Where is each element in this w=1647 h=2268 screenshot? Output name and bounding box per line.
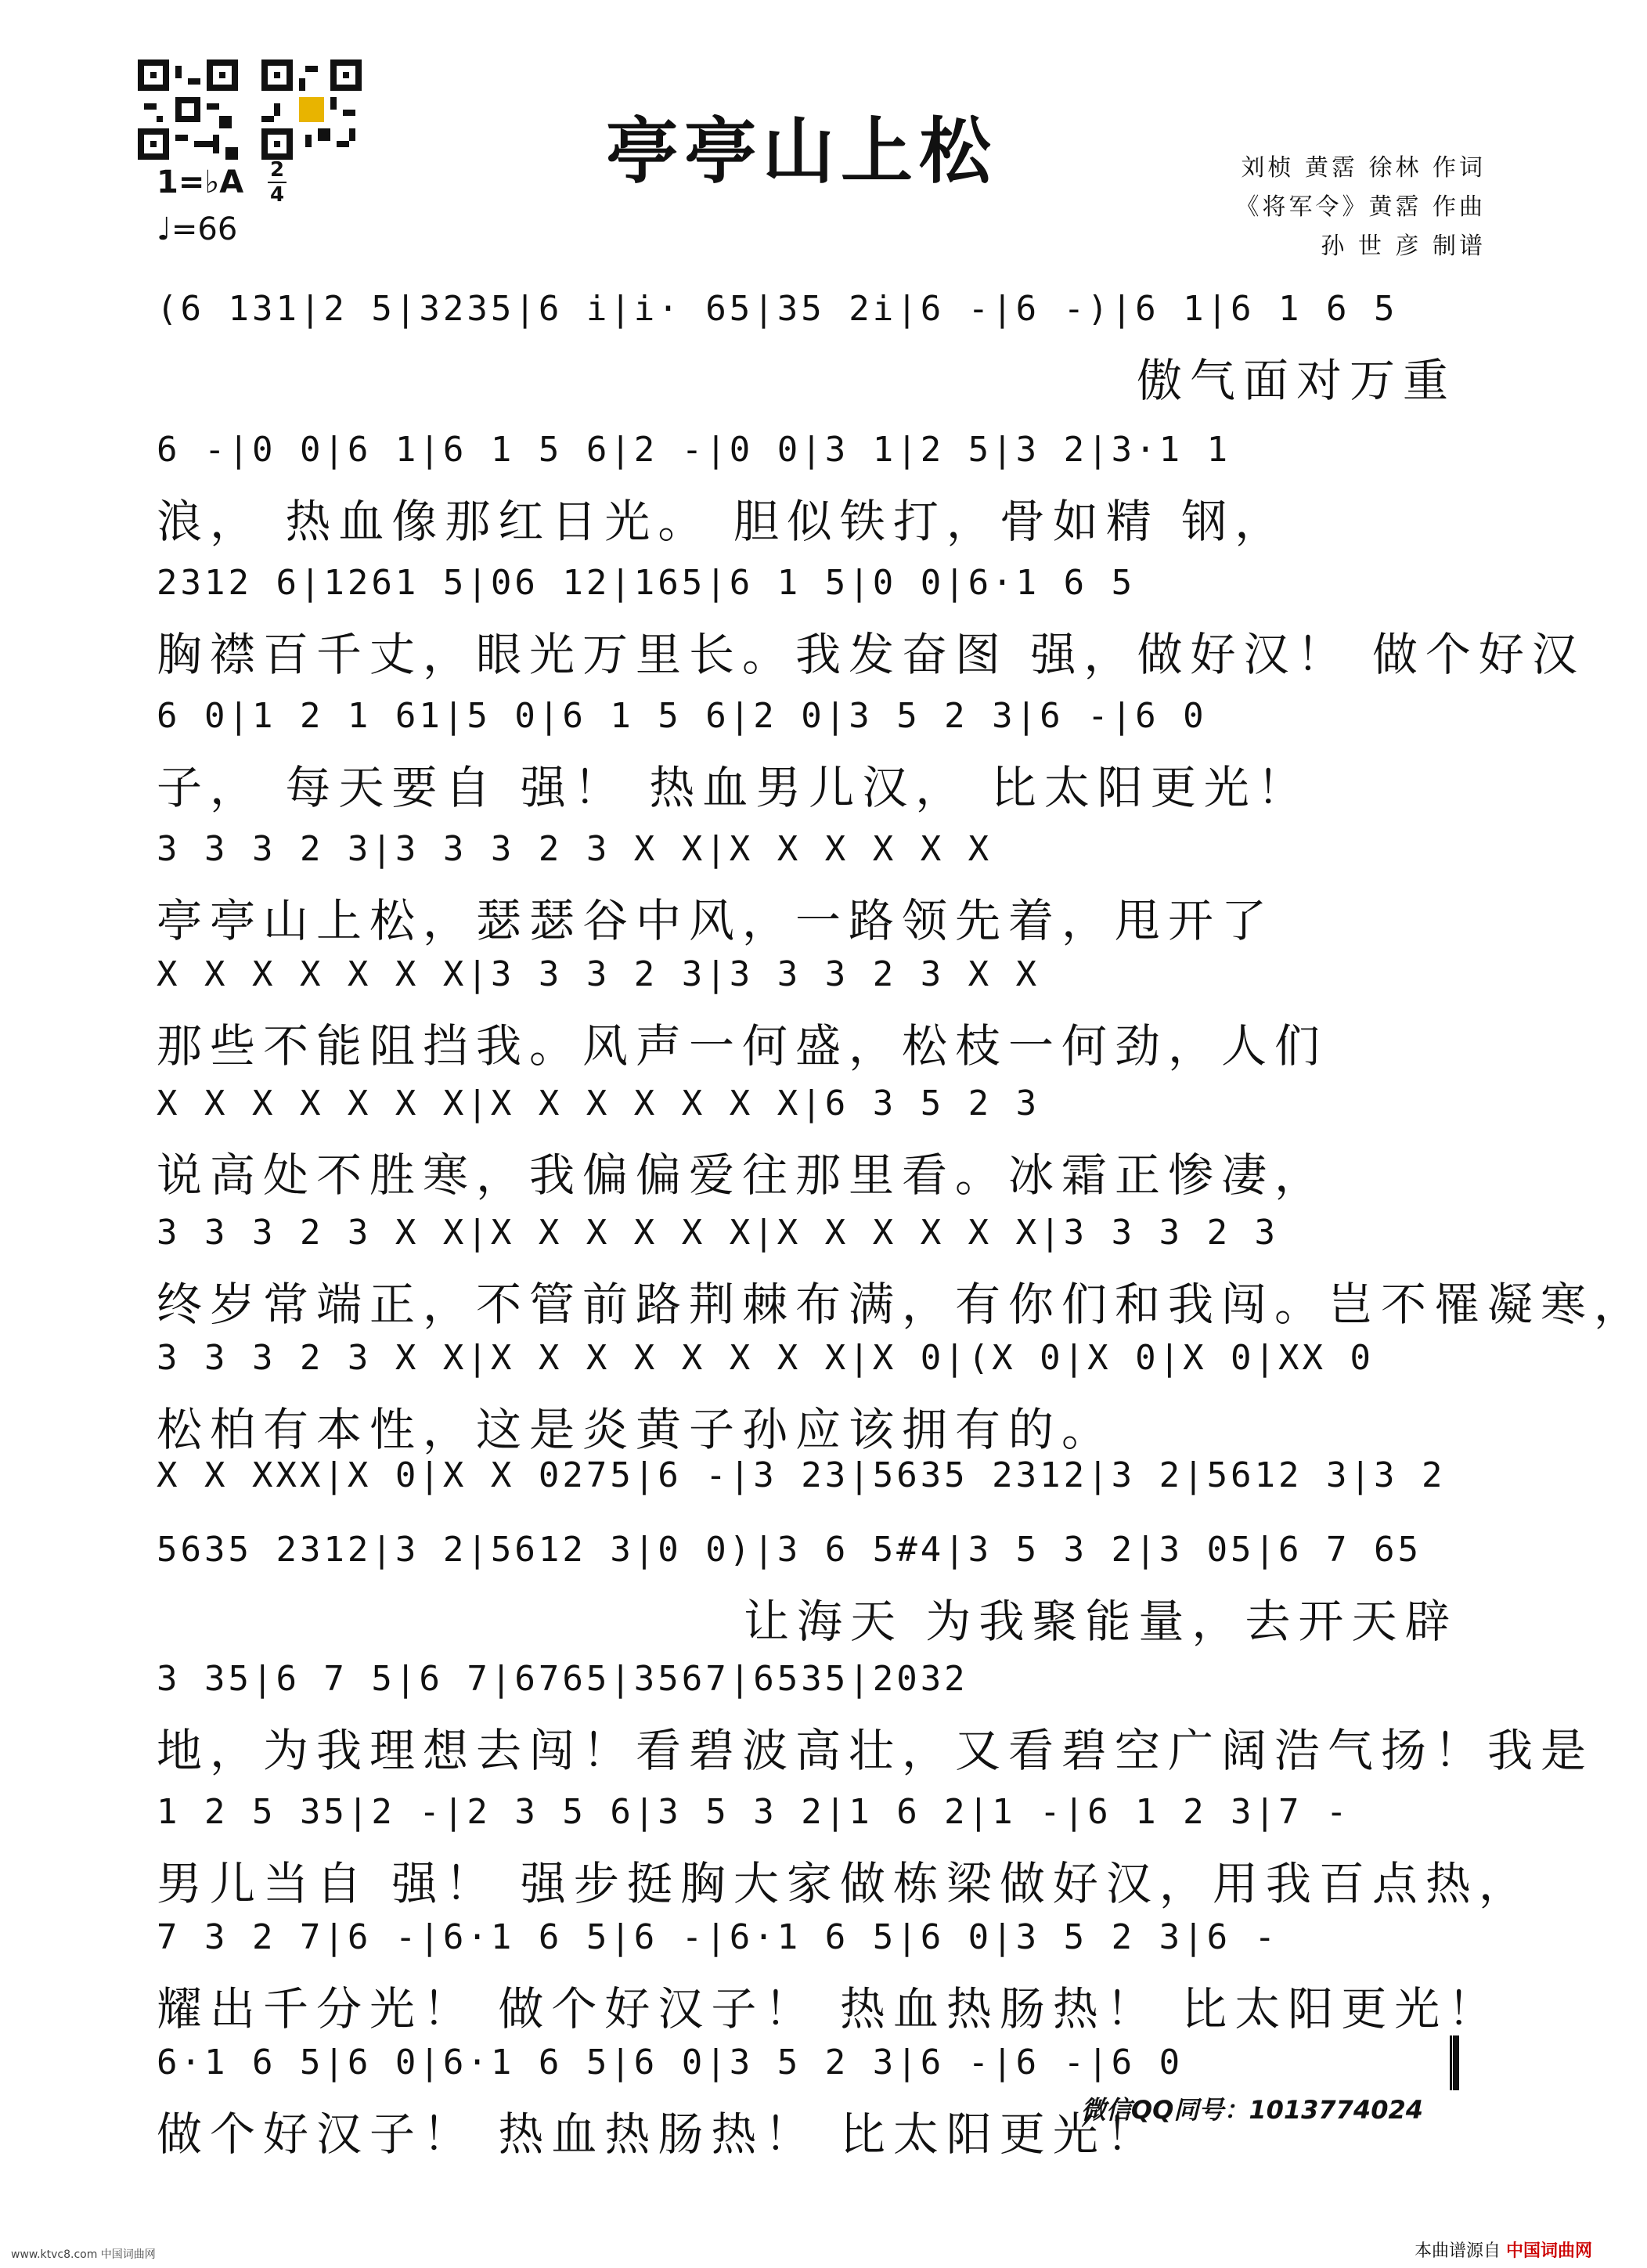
- credit-lyricists: 刘桢 黄霑 徐林 作词: [1241, 154, 1486, 182]
- lyric-line: 浪， 热血像那红日光。 胆似铁打，骨如精 钢，: [157, 495, 1288, 548]
- credit-composer: 《将军令》黄霑 作曲: [1235, 193, 1486, 221]
- song-title: 亭亭山上松: [605, 109, 997, 193]
- footer-source: [1415, 2237, 1592, 2262]
- lyric-line: 傲气面对万重: [1136, 354, 1456, 407]
- notation-line: (6 131|2 5|3235|6 i|i· 65|35 2i|6 -|6 -)|6 1|6 1 6 5: [157, 289, 1398, 329]
- notation-line: 5635 2312|3 2|5612 3|0 0)|3 6 5#4|3 5 3 2|3 05|6 7 65: [157, 1530, 1422, 1570]
- score-row: [157, 1777, 1532, 1915]
- notation-line: 3 35|6 7 5|6 7|6765|3567|6535|2032: [157, 1659, 968, 1699]
- score-row: [157, 939, 1456, 1077]
- notation-line: X X XXX|X 0|X X 0275|6 -|3 23|5635 2312|3 2|5612 3|3 2: [157, 1455, 1446, 1495]
- notation-line: 1 2 5 35|2 -|2 3 5 6|3 5 3 2|1 6 2|1 -|6 1 2 3|7 -: [157, 1792, 1350, 1832]
- tempo-marking: ♩=66: [157, 211, 238, 247]
- notation-line: X X X X X X X|X X X X X X X|6 3 5 2 3: [157, 1084, 1040, 1123]
- footer-site: www.ktvc8.com 中国词曲网: [11, 2248, 156, 2261]
- notation-line: 3 3 3 2 3 X X|X X X X X X|X X X X X X|3 3 3 2 3: [157, 1213, 1279, 1253]
- credit-transcriber: 孙 世 彦 制谱: [1321, 233, 1486, 260]
- notation-line: X X X X X X X|3 3 3 2 3|3 3 3 2 3 X X: [157, 954, 1040, 994]
- score-row: [157, 1902, 1501, 2040]
- lyric-line: 亭亭山上松，瑟瑟谷中风，一路领先着，甩开了: [157, 894, 1275, 947]
- notation-line: 7 3 2 7|6 -|6·1 6 5|6 -|6·1 6 5|6 0|3 5 2 3|6 -: [157, 1917, 1279, 1957]
- score-row: [157, 1198, 1647, 1336]
- score-row: [157, 415, 1456, 553]
- notation-line: 3 3 3 2 3 X X|X X X X X X X X|X 0|(X 0|X 0|X 0|XX 0: [157, 1338, 1375, 1378]
- lyric-line: 终岁常端正，不管前路荆棘布满，有你们和我闯。岂不罹凝寒，: [157, 1278, 1647, 1331]
- lyric-line: 地，为我理想去闯！看碧波高壮，又看碧空广阔浩气扬！我是: [157, 1724, 1595, 1777]
- notation-line: 6 0|1 2 1 61|5 0|6 1 5 6|2 0|3 5 2 3|6 -|6 0: [157, 696, 1207, 736]
- final-barline: [1450, 2035, 1456, 2090]
- lyric-line: 说高处不胜寒，我偏偏爱往那里看。冰霜正惨凄，: [157, 1148, 1328, 1202]
- time-signature: [268, 160, 287, 205]
- meter-bottom: 4: [269, 183, 285, 207]
- score-row: [157, 1644, 1595, 1782]
- footer-source-prefix: 本曲谱源自: [1414, 2241, 1501, 2261]
- score-row: [157, 1069, 1456, 1206]
- lyric-line: 男儿当自 强！ 强步挺胸大家做栋梁做好汉，用我百点热，: [157, 1857, 1532, 1910]
- lyric-line: 让海天 为我聚能量，去开天辟: [744, 1595, 1458, 1648]
- score-row: [157, 548, 1585, 686]
- lyric-line: 那些不能阻挡我。风声一何盛，松枝一何劲，人们: [157, 1019, 1328, 1073]
- notation-line: 3 3 3 2 3|3 3 3 2 3 X X|X X X X X X: [157, 829, 993, 869]
- key-signature: 1=♭A: [157, 164, 244, 200]
- lyric-line: 耀出千分光！ 做个好汉子！ 热血热肠热！ 比太阳更光！: [157, 1982, 1501, 2035]
- meter-top: 2: [269, 158, 285, 182]
- footer-source-brand: 中国词曲网: [1505, 2241, 1592, 2261]
- notation-line: 6·1 6 5|6 0|6·1 6 5|6 0|3 5 2 3|6 -|6 -|6 0: [157, 2043, 1184, 2082]
- contact-info: 微信QQ同号：1013774024: [1080, 2095, 1423, 2125]
- lyric-line: 胸襟百千丈，眼光万里长。我发奋图 强，做好汉！ 做个好汉: [157, 628, 1585, 681]
- notation-line: 2312 6|1261 5|06 12|165|6 1 5|0 0|6·1 6 5: [157, 563, 1136, 603]
- score-row: [157, 274, 1456, 412]
- lyric-line: 松柏有本性，这是炎黄子孙应该拥有的。: [157, 1403, 1115, 1456]
- score-row: [157, 681, 1456, 819]
- lyric-line: 做个好汉子！ 热血热肠热！ 比太阳更光！: [157, 2108, 1159, 2161]
- score-row: [157, 814, 1456, 952]
- credits: [1235, 149, 1486, 266]
- lyric-line: 子， 每天要自 强！ 热血男儿汉， 比太阳更光！: [157, 761, 1310, 814]
- score-row: [157, 1515, 1456, 1653]
- notation-line: 6 -|0 0|6 1|6 1 5 6|2 -|0 0|3 1|2 5|3 2|3·1 1: [157, 430, 1231, 470]
